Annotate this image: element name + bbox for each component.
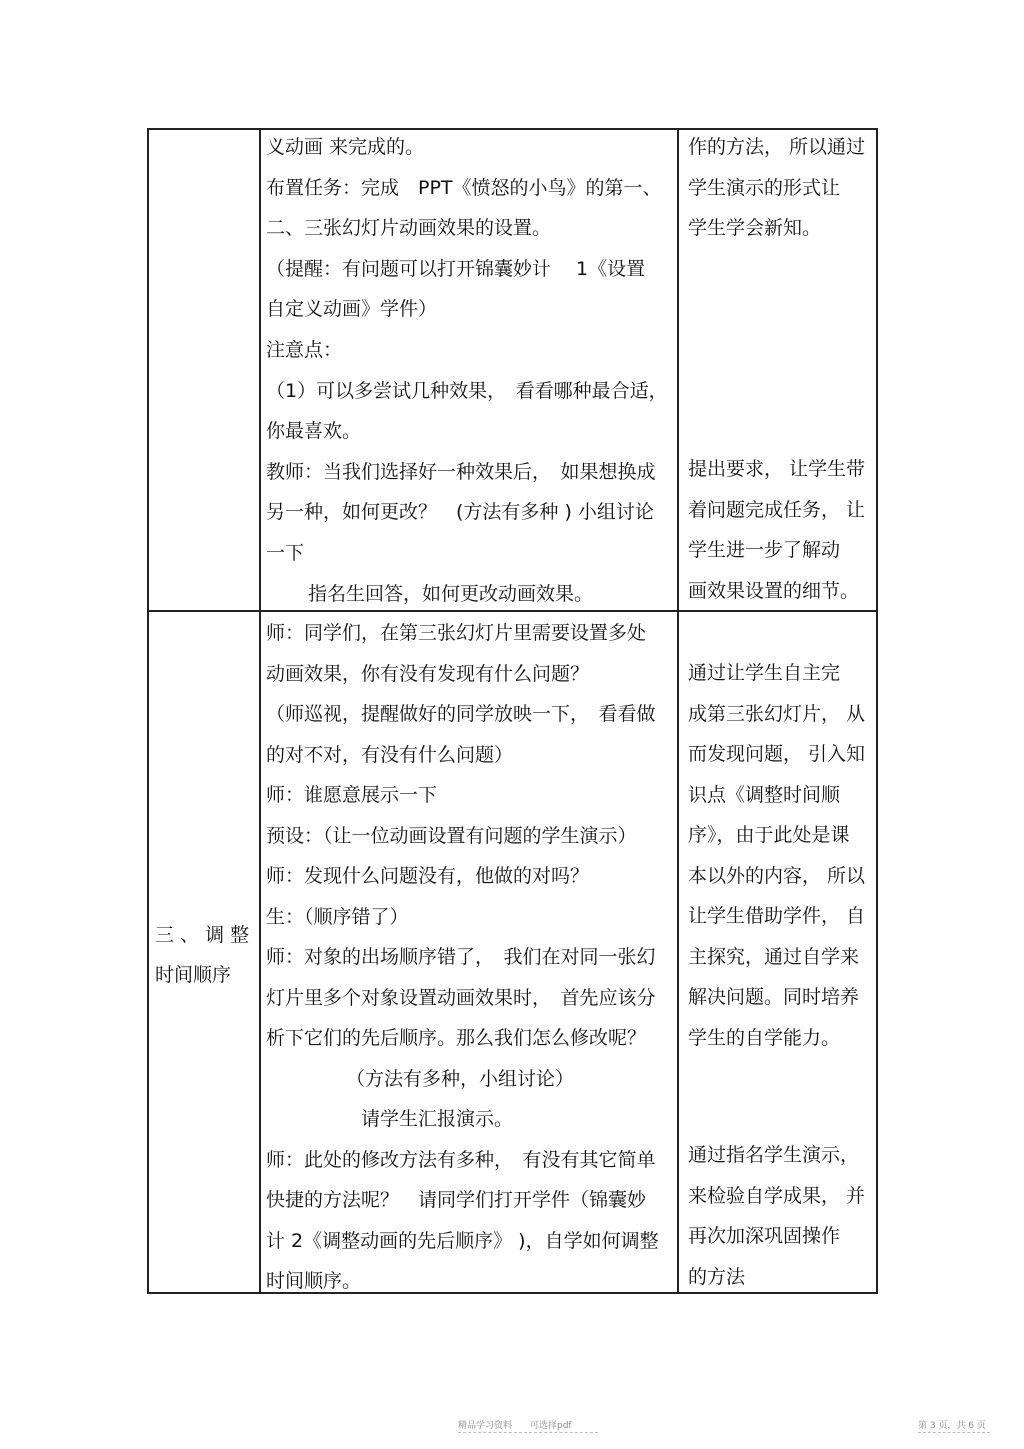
text-line: 师：对象的出场顺序错了， 我们在对同一张幻 xyxy=(266,946,656,968)
row-divider xyxy=(149,610,876,612)
text-line: 动画效果，你有没有发现有什么问题？ xyxy=(266,662,590,685)
footer-note: 精品学习资料 可选择pdf xyxy=(458,1421,572,1431)
text-line: （方法有多种，小组讨论） xyxy=(346,1067,575,1090)
text-line: 师：此处的修改方法有多种， 有没有其它简单 xyxy=(266,1148,656,1171)
text-line: 时间顺序 xyxy=(155,964,232,986)
text-line: 另一种，如何更改？ (方法有多种 ) 小组讨论 xyxy=(266,501,654,524)
text-line: 注意点： xyxy=(266,339,343,361)
text-line: 布置任务：完成 PPT《愤怒的小鸟》的第一、 xyxy=(266,176,662,199)
text-line: 灯片里多个对象设置动画效果时， 首先应该分 xyxy=(266,986,656,1009)
text-line: 而发现问题， 引入知 xyxy=(688,743,866,765)
text-line: 成第三张幻灯片， 从 xyxy=(688,702,866,725)
text-line: 再次加深巩固操作 xyxy=(688,1225,841,1247)
text-line: 学生演示的形式让 xyxy=(688,176,841,199)
text-line: 三 、 调 整 xyxy=(155,924,250,946)
text-line: 作的方法， 所以通过 xyxy=(688,136,866,158)
column-divider xyxy=(677,130,679,1292)
text-line: 析下它们的先后顺序。那么我们怎么修改呢？ xyxy=(266,1027,647,1049)
footer-rule xyxy=(458,1432,598,1433)
text-line: （提醒：有问题可以打开锦囊妙计 1《设置 xyxy=(266,257,646,280)
text-line: 的方法 xyxy=(688,1265,746,1288)
text-line: 主探究，通过自学来 xyxy=(688,945,860,968)
text-line: 你最喜欢。 xyxy=(266,420,362,443)
text-line: 提出要求， 让学生带 xyxy=(688,458,866,480)
text-line: 学生进一步了解动 xyxy=(688,539,841,562)
text-line: 预设：（让一位动画设置有问题的学生演示） xyxy=(266,824,637,847)
text-line: 的对不对，有没有什么问题） xyxy=(266,743,514,766)
text-line: 时间顺序。 xyxy=(266,1270,362,1292)
page-number: 第 3 页，共 6 页 xyxy=(918,1421,986,1431)
text-line: 通过让学生自主完 xyxy=(688,662,841,684)
text-line: 自定义动画》学件） xyxy=(266,298,438,321)
text-line: 学生的自学能力。 xyxy=(688,1026,841,1049)
text-line: 识点《调整时间顺 xyxy=(688,783,841,806)
text-line: 师：发现什么问题没有，他做的对吗？ xyxy=(266,865,590,887)
text-line: 请学生汇报演示。 xyxy=(361,1108,514,1130)
text-line: 二、三张幻灯片动画效果的设置。 xyxy=(266,217,552,240)
text-line: 一下 xyxy=(266,542,305,564)
text-line: 教师：当我们选择好一种效果后， 如果想换成 xyxy=(266,460,656,483)
text-line: 画效果设置的细节。 xyxy=(688,579,860,602)
text-line: 本以外的内容， 所以 xyxy=(688,864,866,887)
text-line: 师：同学们，在第三张幻灯片里需要设置多处 xyxy=(266,622,647,644)
text-line: 学生学会新知。 xyxy=(688,217,822,240)
text-line: （师巡视，提醒做好的同学放映一下， 看看做 xyxy=(266,703,656,725)
footer-rule xyxy=(918,1432,990,1433)
text-line: 解决问题。同时培养 xyxy=(688,986,860,1008)
text-line: 着问题完成任务， 让 xyxy=(688,498,866,521)
text-line: 师：谁愿意展示一下 xyxy=(266,784,438,806)
text-line: 让学生借助学件， 自 xyxy=(688,905,866,927)
text-line: 来检验自学成果， 并 xyxy=(688,1184,866,1207)
text-line: 指名生回答，如何更改动画效果。 xyxy=(308,582,594,605)
text-line: 计 2《调整动画的先后顺序》 )，自学如何调整 xyxy=(266,1229,659,1252)
text-line: 生：（顺序错了） xyxy=(266,905,409,928)
column-divider xyxy=(259,130,261,1292)
text-line: 通过指名学生演示， xyxy=(688,1144,860,1166)
text-line: （1）可以多尝试几种效果， 看看哪种最合适， xyxy=(266,379,668,402)
text-line: 义动画 来完成的。 xyxy=(266,136,425,158)
text-line: 快捷的方法呢？ 请同学们打开学件（锦囊妙 xyxy=(266,1189,647,1211)
text-line: 序》，由于此处是课 xyxy=(688,824,850,846)
